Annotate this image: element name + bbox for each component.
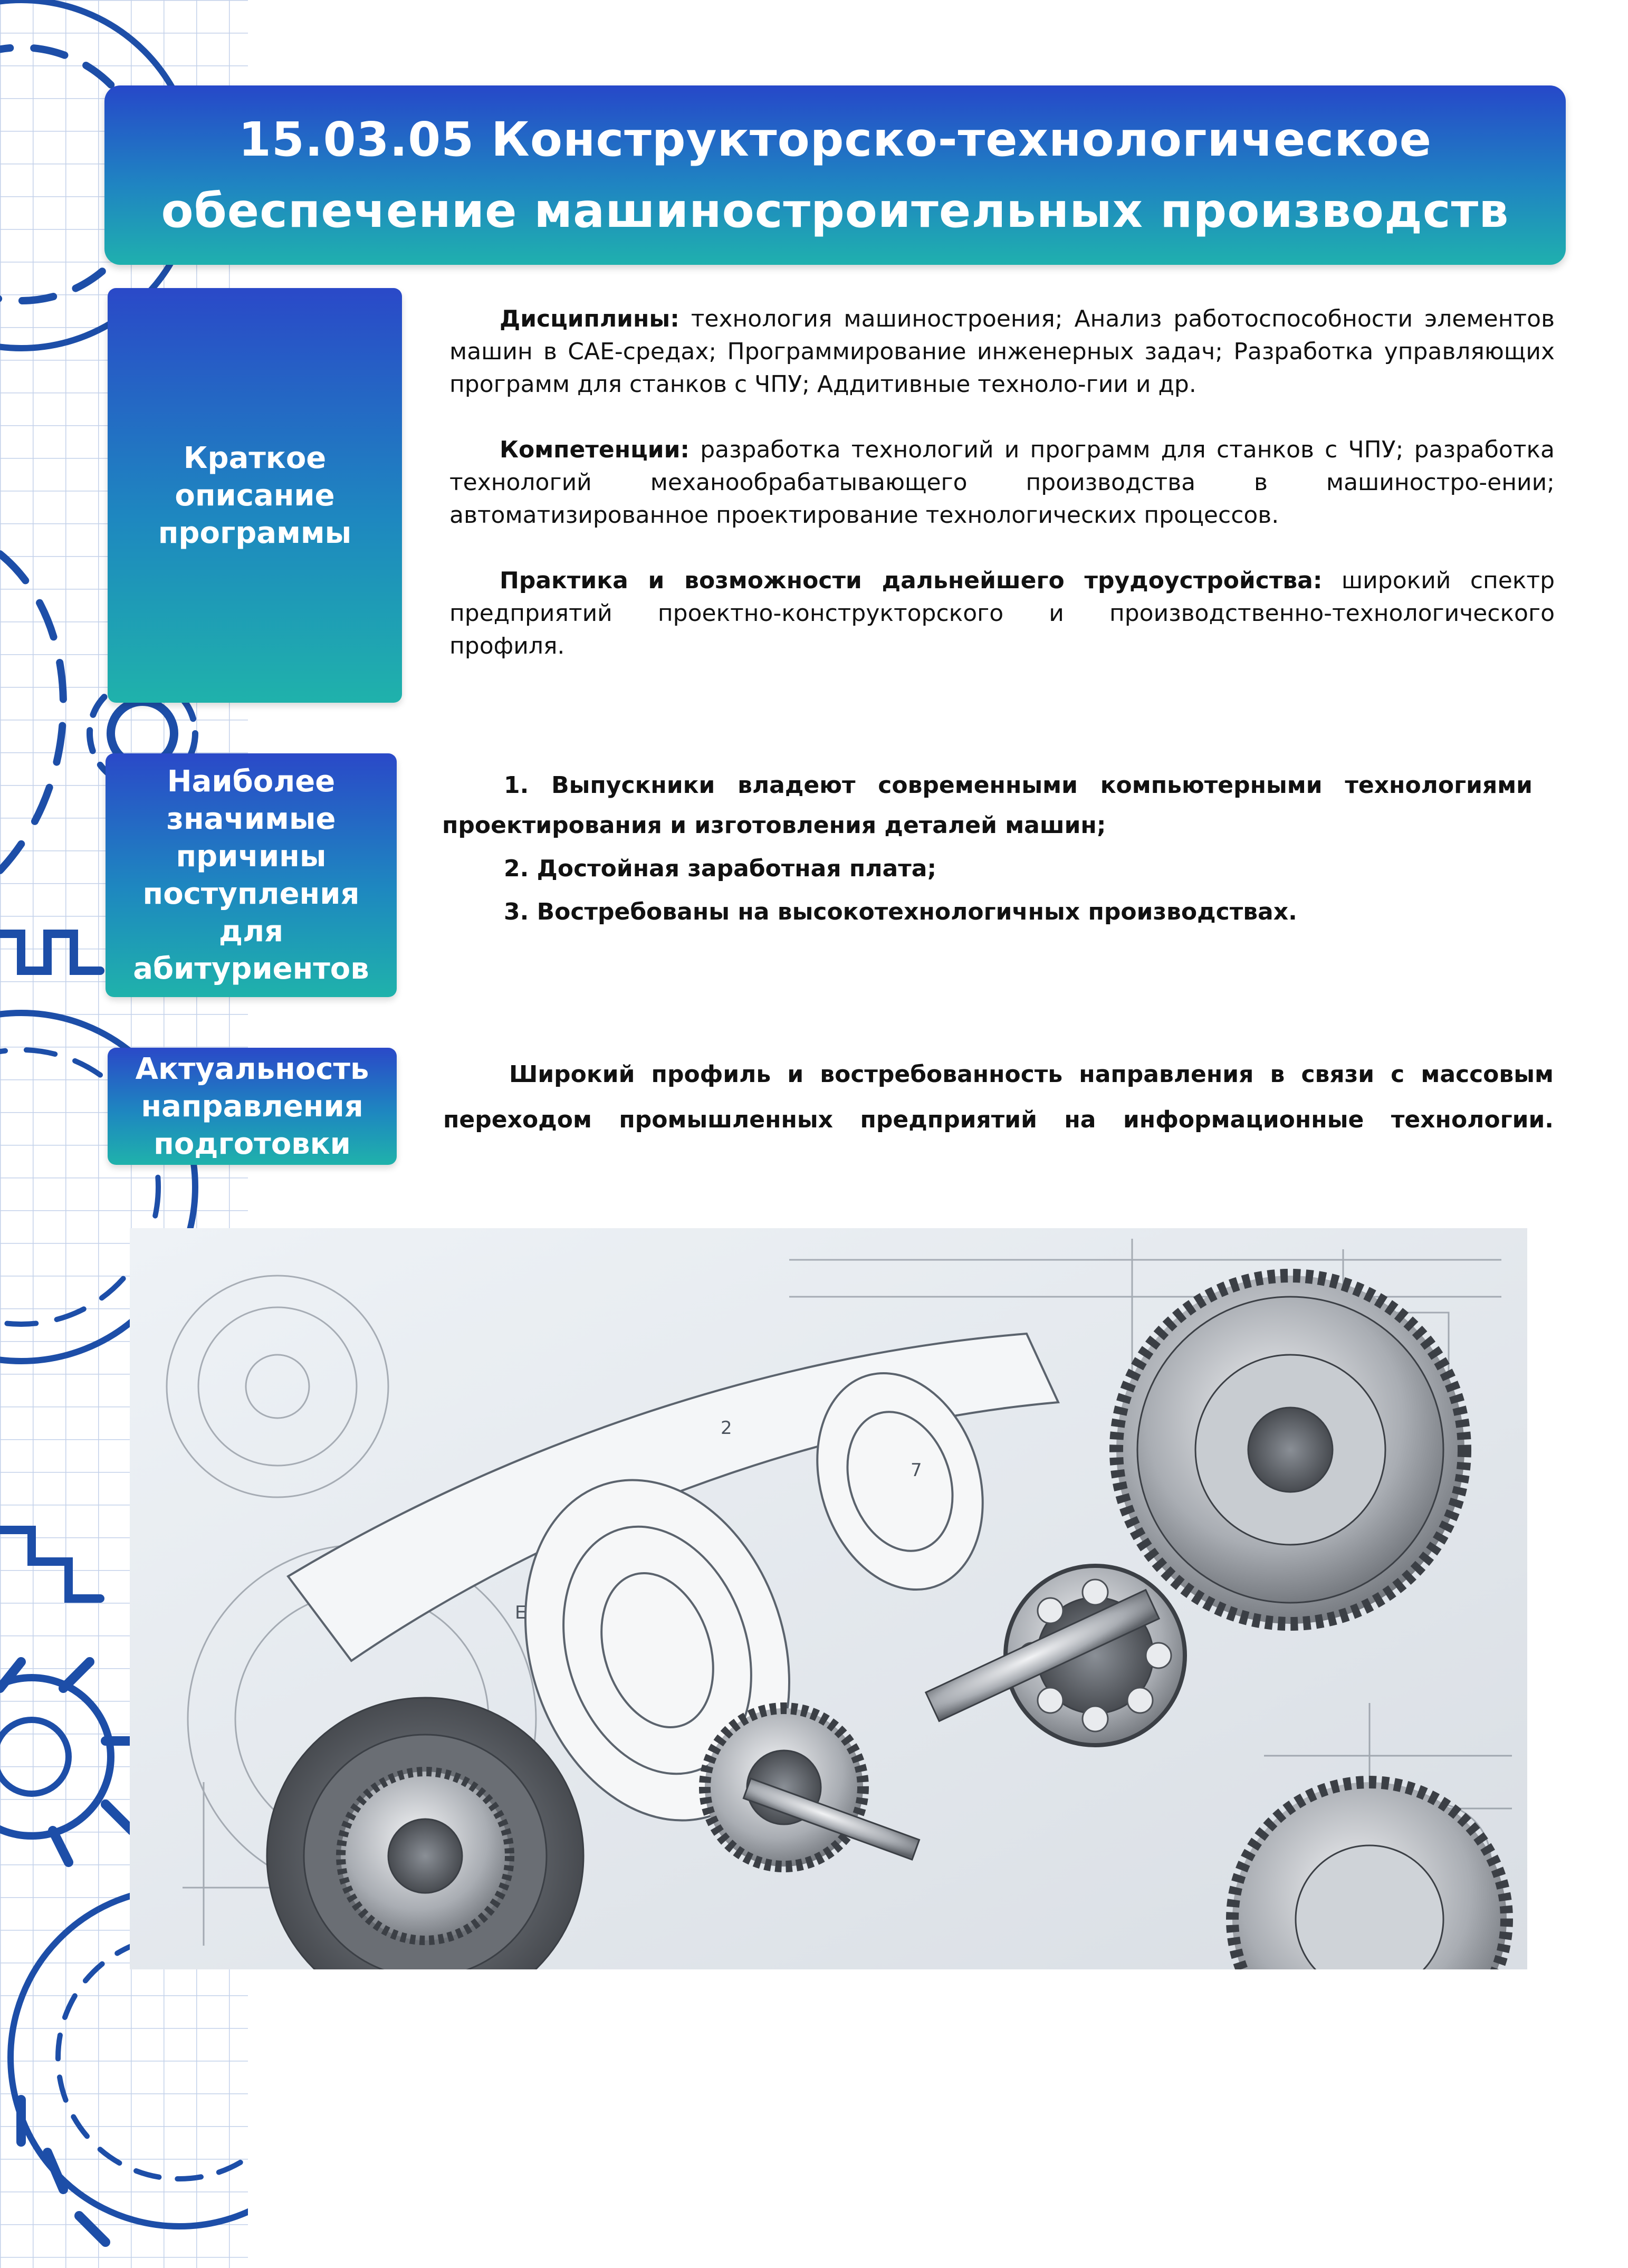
- reason-2: 2. Достойная заработная плата;: [504, 855, 937, 882]
- photo-mark-1: 7: [911, 1460, 922, 1481]
- photo-mark-2: 2: [721, 1418, 732, 1439]
- reasons-label: Наиболее значимые причины поступления для абитуриентов: [133, 764, 369, 986]
- disciplines-heading: Дисциплины:: [500, 305, 679, 332]
- program-title-line-1: 15.03.05 Конструкторско-технологическое: [238, 112, 1432, 167]
- relevance-line-2: переходом промышленных предприятий на информационные технологии.: [443, 1106, 1554, 1133]
- practice-paragraph: [449, 564, 1555, 663]
- competencies-heading: Компетенции:: [500, 436, 690, 463]
- program-description-label-box: [108, 288, 402, 703]
- disciplines-paragraph: [449, 303, 1555, 401]
- practice-text: широкий спектр предприятий проектно-конструкторского и производственно-технологического профиля.: [449, 567, 1555, 659]
- practice-heading: Практика и возможности дальнейшего трудоустройства:: [500, 567, 1323, 594]
- competencies-paragraph: [449, 434, 1555, 532]
- disciplines-text: технология машиностроения; Анализ работоспособности элементов машин в CAE-средах; Программирование инженерных задач; Разработка управляющих программ для станков с ЧПУ; Аддитивные техноло-гии и др.: [449, 305, 1555, 398]
- relevance-line-1: Широкий профиль и востребованность направления в связи с массовым: [509, 1061, 1554, 1088]
- program-description-text: [449, 303, 1555, 663]
- reason-3: 3. Востребованы на высокотехнологичных производствах.: [504, 898, 1297, 925]
- relevance-label-box: [108, 1048, 397, 1165]
- reason-1-line-2: проектирования и изготовления деталей машин;: [442, 812, 1106, 839]
- title-banner: [104, 85, 1566, 265]
- photo-mark-3: E: [515, 1602, 526, 1623]
- competencies-text: разработка технологий и программ для станков с ЧПУ; разработка технологий механообрабатывающего производства в машиностро-ении; автоматизированное проектирование технологических процессов.: [449, 436, 1555, 529]
- relevance-label: Актуальность направления подготовки: [135, 1051, 369, 1161]
- program-title-line-2: обеспечение машиностроительных производств: [161, 183, 1509, 238]
- program-description-label: Краткое описание программы: [158, 441, 352, 550]
- reason-1-line-1: 1. Выпускники владеют современными компьютерными технологиями: [504, 772, 1533, 799]
- engineering-gears-photo: [130, 1228, 1527, 1969]
- reasons-label-box: [106, 753, 397, 997]
- gears-and-blueprints-illustration: [130, 1228, 1527, 1969]
